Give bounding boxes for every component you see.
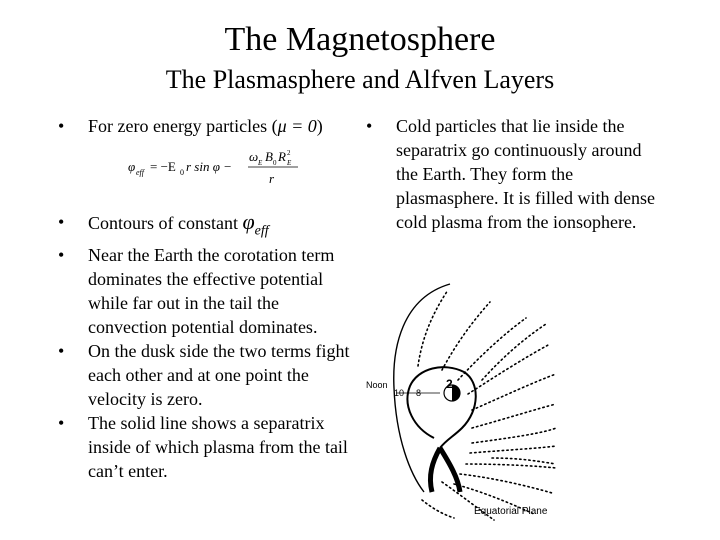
formula-lhs: φ <box>128 159 136 174</box>
bullet-text-suffix: ) <box>316 116 323 136</box>
formula-b-sub: 0 <box>273 159 277 167</box>
formula-r-sub: E <box>287 159 292 167</box>
formula-mid: r sin φ − <box>186 159 232 174</box>
diagram-caption: Equatorial Plane <box>474 506 548 517</box>
bullet-near-earth <box>58 243 358 339</box>
formula-omega-sub: E <box>258 159 263 167</box>
earth-night-side <box>452 385 460 401</box>
slide-title: The Magnetosphere <box>224 21 496 58</box>
bullet-text: Cold particles that lie inside the separatrix go continuously around the Earth. They form the plasmasphere. It is filled with dense cold plasma from the ionsophere. <box>396 116 655 232</box>
bullet-dusk-side <box>58 339 358 411</box>
bullet-marker: • <box>58 413 65 434</box>
phi-eff-math <box>242 209 269 239</box>
mu-zero-math: μ = 0 <box>277 116 317 136</box>
marker-10: 10 <box>394 388 405 398</box>
formula-omega: ω <box>249 149 259 164</box>
bullet-text: The solid line shows a separatrix inside of which plasma from the tail can’t enter. <box>88 413 348 482</box>
bullet-zero-energy <box>58 114 358 138</box>
bullet-marker: • <box>366 116 373 136</box>
bullet-separatrix <box>58 411 358 483</box>
marker-2: 2 <box>446 377 453 391</box>
bullet-marker: • <box>58 245 65 266</box>
equatorial-plane-diagram <box>362 278 558 522</box>
bullet-marker: • <box>58 116 65 136</box>
bullet-contours <box>58 210 358 243</box>
bullet-text: For zero energy particles ( <box>88 116 278 136</box>
formula-r-sup: 2 <box>287 149 291 157</box>
formula-r: R <box>278 149 286 164</box>
phi-eff-formula <box>128 146 308 188</box>
separatrix <box>407 367 475 492</box>
bullet-marker: • <box>58 212 65 232</box>
formula-den: r <box>269 171 275 186</box>
bullet-text: On the dusk side the two terms fight each other and at one point the velocity is zero. <box>88 341 350 410</box>
noon-label: Noon <box>366 380 388 390</box>
bullet-marker: • <box>58 341 65 362</box>
bullet-text: Near the Earth the corotation term dominates the effective potential while far out in the tail the convection potential dominates. <box>88 245 335 338</box>
eff-subscript: eff <box>254 223 269 239</box>
formula-eq: = −E <box>150 159 176 174</box>
right-text-clip <box>366 114 666 256</box>
dotted-contours <box>418 290 556 520</box>
formula-b: B <box>265 149 273 164</box>
right-column <box>366 114 666 256</box>
slide-subtitle: The Plasmasphere and Alfven Layers <box>165 65 555 94</box>
bullet-text: Contours of constant <box>88 213 238 233</box>
phi-symbol: φ <box>242 209 255 234</box>
bullet-cold-particles <box>366 114 666 234</box>
formula-e-sub: 0 <box>180 168 184 177</box>
formula-lhs-sub: eff <box>136 168 144 177</box>
marker-8: 8 <box>416 388 422 398</box>
